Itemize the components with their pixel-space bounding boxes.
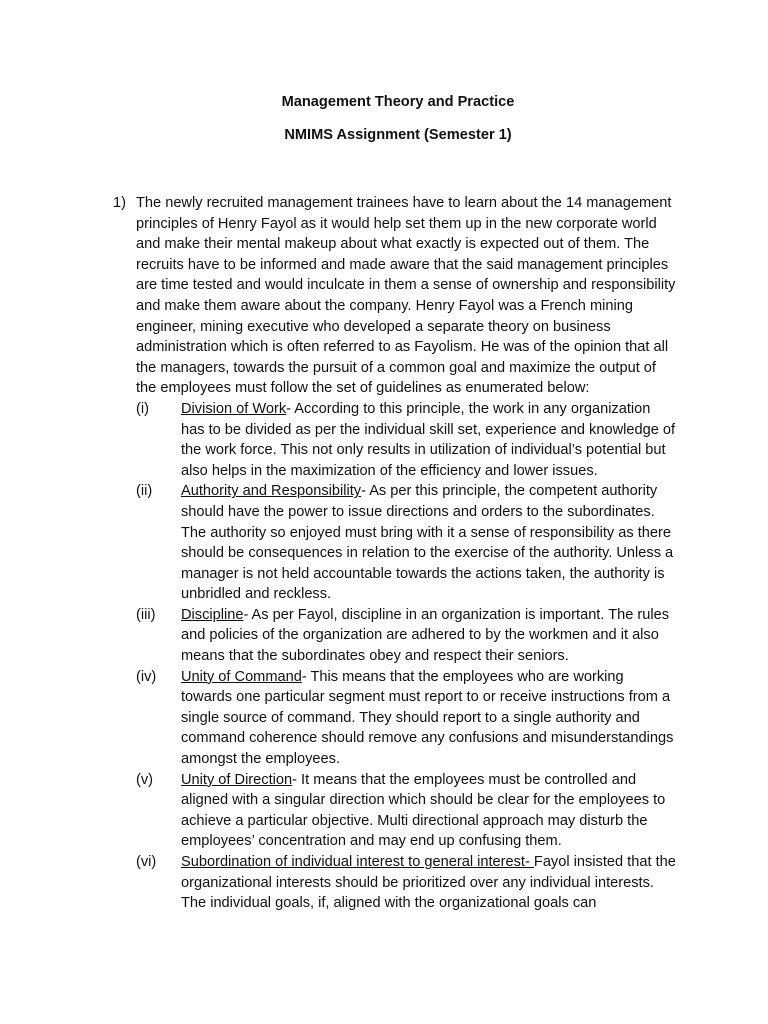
question-body — [136, 193, 676, 914]
principle-term: Unity of Direction — [181, 771, 293, 788]
principle-text: - As per this principle, the competent authority should have the power to issue directions and orders to the subordinates. The authority so enjoyed must bring with it a sense of responsibility as there should be consequences in relation to the exercise of the authority. Unless a manager is not held accountable towards the actions taken, the authority is unbridled and reckless. — [181, 483, 674, 603]
principle-numeral: (iv) — [136, 668, 157, 685]
principle-numeral: (iii) — [136, 606, 156, 623]
principle-numeral: (vi) — [136, 854, 157, 870]
principle-numeral: (i) — [136, 400, 149, 417]
principle-text: - It means that the employees must be controlled and aligned with a singular direction which should be clear for the employees to achieve a particular objective. Multi directional approach may disturb the employees’ concentration and may end up confusing them. — [181, 771, 666, 850]
principle-term: Authority and Responsibility — [181, 483, 362, 500]
principle-item — [136, 770, 676, 852]
document-subtitle: NMIMS Assignment (Semester 1) — [284, 127, 512, 143]
principle-term: Unity of Command — [181, 668, 302, 685]
principle-numeral: (ii) — [136, 483, 153, 500]
principle-term: Discipline — [181, 606, 244, 623]
principle-text: - This means that the employees who are working towards one particular segment must report to or receive instructions from a single source of command. They should report to a single authority and command coherence should remove any confusions and misunderstandings amongst the employees. — [181, 668, 674, 768]
principle-item — [136, 667, 676, 770]
principle-term: Subordination of individual interest to general interest- — [181, 854, 534, 870]
question-number: 1) — [113, 195, 126, 211]
principle-item — [136, 481, 676, 605]
document-title: Management Theory and Practice — [281, 94, 515, 110]
principle-item — [136, 399, 676, 481]
principle-item — [136, 852, 676, 914]
principles-list — [136, 399, 676, 914]
principle-numeral: (v) — [136, 771, 154, 788]
principle-text: Fayol insisted that the organizational interests should be prioritized over any individual interests. The individual goals, if, aligned with the organizational goals can — [181, 854, 676, 912]
question-intro: The newly recruited management trainees have to learn about the 14 management principles of Henry Fayol as it would help set them up in the new corporate world and make their mental makeup about what exactly is expected out of them. The recruits have to be informed and made aware that the said management principles are time tested and would inculcate in them a sense of ownership and responsibility and make them aware about the company. Henry Fayol was a French mining engineer, mining executive who developed a separate theory on business administration which is often referred to as Fayolism. He was of the opinion that all the managers, towards the pursuit of a common goal and maximize the output of the employees must follow the set of guidelines as enumerated below: — [136, 195, 676, 397]
principle-term: Division of Work — [181, 400, 287, 417]
principle-text: - According to this principle, the work in any organization has to be divided as per the individual skill set, experience and knowledge of the work force. This not only results in utilization of individual’s potential but also helps in the maximization of the efficiency and lower issues. — [181, 400, 676, 479]
principle-item — [136, 605, 676, 667]
principle-text: - As per Fayol, discipline in an organization is important. The rules and policies of the organization are adhered to by the workmen and it also means that the subordinates obey and respect their seniors. — [181, 606, 670, 665]
